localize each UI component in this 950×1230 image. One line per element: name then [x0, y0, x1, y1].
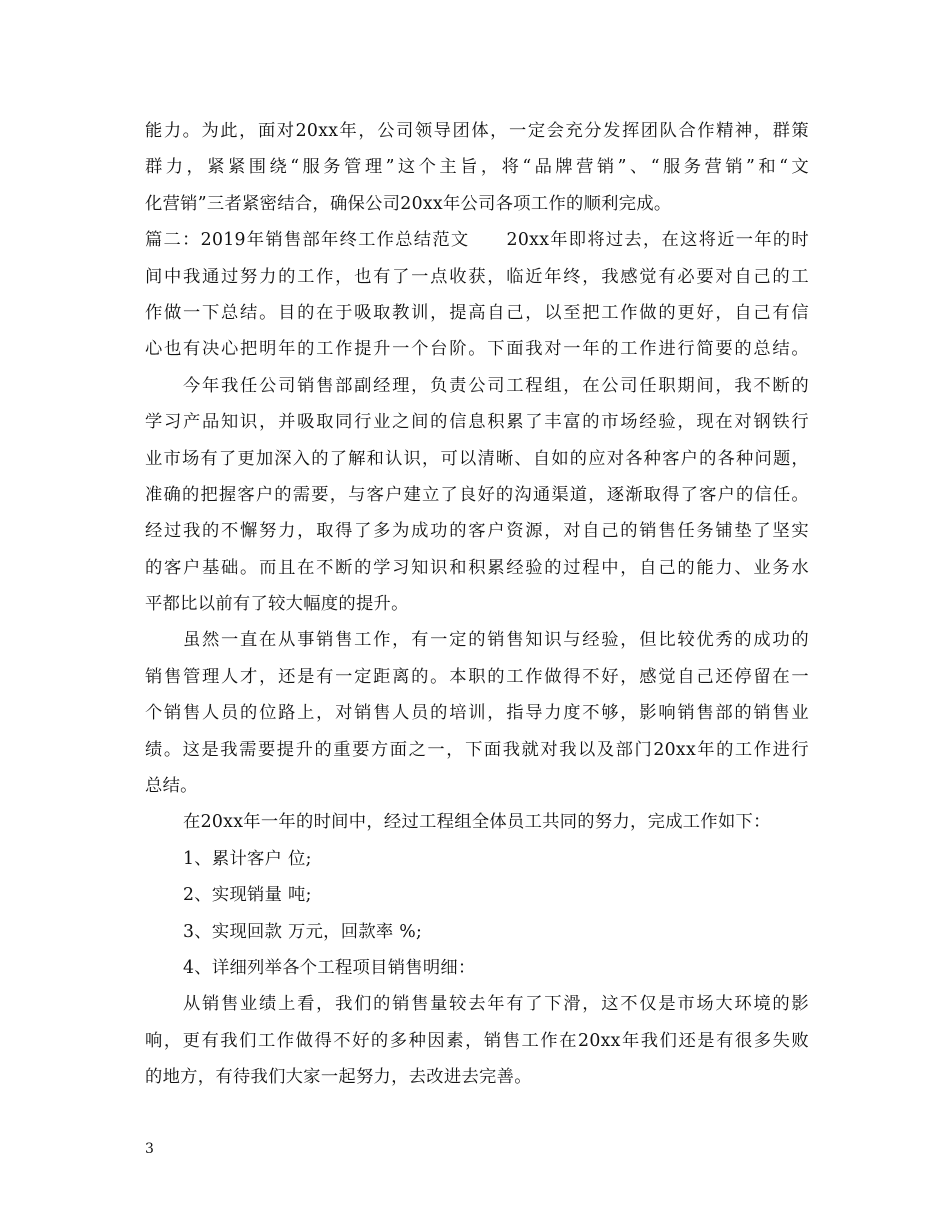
list-item: 2、实现销量 吨; — [183, 885, 312, 906]
text-line: 销售管理人才，还是有一定距离的。本职的工作做得不好，感觉自己还停留在一 — [145, 666, 809, 687]
text-line: 化营销”三者紧密结合，确保公司20xx年公司各项工作的顺利完成。 — [145, 193, 672, 214]
list-item: 1、累计客户 位; — [183, 848, 312, 869]
section-heading-line: 篇二：2019年销售部年终工作总结范文 20xx年即将过去，在这将近一年的时 — [145, 230, 809, 251]
text-line: 能力。为此，面对20xx年，公司领导团体，一定会充分发挥团队合作精神，群策 — [145, 121, 809, 141]
text-line: 心也有决心把明年的工作提升一个台阶。下面我对一年的工作进行简要的总结。 — [145, 339, 809, 360]
text-line: 响，更有我们工作做得不好的多种因素，销售工作在20xx年我们还是有很多失败 — [145, 1030, 809, 1051]
text-line: 作做一下总结。目的在于吸取教训，提高自己，以至把工作做的更好，自己有信 — [145, 302, 809, 323]
text-line: 的客户基础。而且在不断的学习知识和积累经验的过程中，自己的能力、业务水 — [145, 557, 809, 578]
text-line: 间中我通过努力的工作，也有了一点收获，临近年终，我感觉有必要对自己的工 — [145, 266, 809, 287]
text-line: 今年我任公司销售部副经理，负责公司工程组，在公司任职期间，我不断的 — [183, 375, 809, 396]
text-line: 绩。这是我需要提升的重要方面之一，下面我就对我以及部门20xx年的工作进行 — [145, 739, 809, 760]
text-line: 在20xx年一年的时间中，经过工程组全体员工共同的努力，完成工作如下： — [183, 812, 771, 833]
text-line: 业市场有了更加深入的了解和认识，可以清晰、自如的应对各种客户的各种问题， — [145, 448, 809, 469]
text-line: 从销售业绩上看，我们的销售量较去年有了下滑，这不仅是市场大环境的影 — [183, 994, 809, 1015]
text-line: 准确的把握客户的需要，与客户建立了良好的沟通渠道，逐渐取得了客户的信任。 — [145, 484, 809, 505]
list-item: 3、实现回款 万元，回款率 %; — [183, 921, 423, 942]
text-line: 虽然一直在从事销售工作，有一定的销售知识与经验，但比较优秀的成功的 — [183, 630, 809, 651]
text-line: 个销售人员的位路上，对销售人员的培训，指导力度不够，影响销售部的销售业 — [145, 703, 809, 724]
text-line: 的地方，有待我们大家一起努力，去改进去完善。 — [145, 1067, 532, 1088]
text-line: 经过我的不懈努力，取得了多为成功的客户资源，对自己的销售任务铺垫了坚实 — [145, 521, 809, 542]
text-line: 平都比以前有了较大幅度的提升。 — [145, 594, 409, 615]
text-line: 学习产品知识，并吸取同行业之间的信息积累了丰富的市场经验，现在对钢铁行 — [145, 412, 809, 433]
document-body — [145, 113, 809, 1096]
page-number: 3 — [145, 1141, 154, 1157]
text-line: 总结。 — [145, 776, 198, 797]
text-line: 群力，紧紧围绕“服务管理”这个主旨，将“品牌营销”、“服务营销”和“文 — [145, 157, 809, 178]
list-item: 4、详细列举各个工程项目销售明细： — [183, 957, 476, 978]
